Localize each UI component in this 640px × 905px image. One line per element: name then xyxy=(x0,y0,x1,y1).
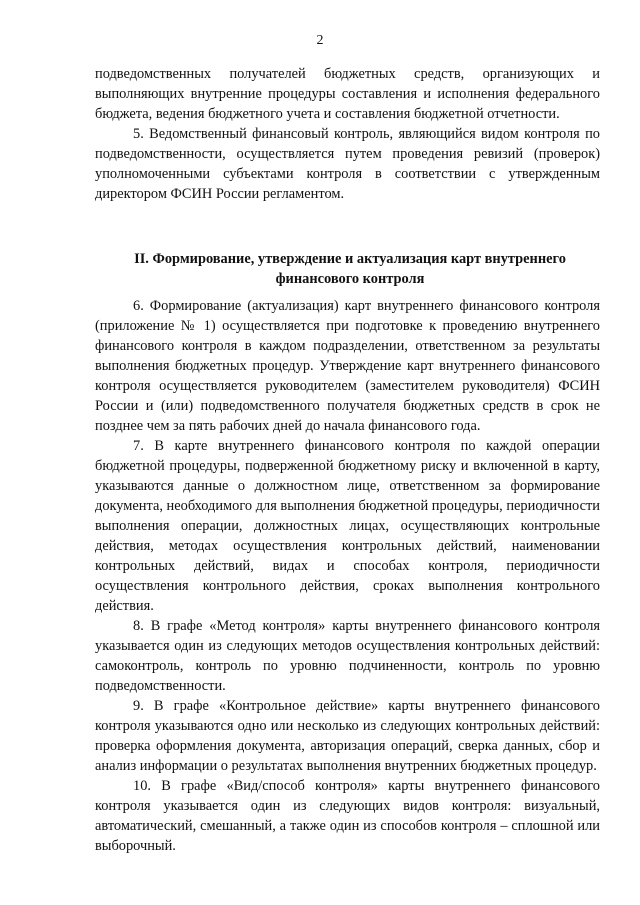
text-block-top xyxy=(95,64,600,204)
paragraph-7: 7. В карте внутреннего финансового контроля по каждой операции бюджетной процедуры, подверженной бюджетному риску и включенной в карту, указываются данные о должностном лице, ответственном за формирование документа, необходимого для выполнения бюджетной процедуры, периодичности выполнения операции, должностных лицах, осуществляющих контрольные действия, методах осуществления контрольных действий, наименовании контрольных действий, видах и способах контроля, периодичности осуществления контрольного действия, сроках выполнения контрольного действия. xyxy=(95,438,600,614)
paragraph-6: 6. Формирование (актуализация) карт внутреннего финансового контроля (приложение № 1) осуществляется при подготовке к проведению внутреннего финансового контроля в каждом подразделении, ответственном за результаты выполнения бюджетных процедур. Утверждение карт внутреннего финансового контроля осуществляется руководителем (заместителем руководителя) ФСИН России и (или) подведомственного получателя бюджетных средств в срок не позднее чем за пять рабочих дней до начала финансового года. xyxy=(95,298,600,434)
page-number: 2 xyxy=(316,33,324,48)
paragraph-5: 5. Ведомственный финансовый контроль, являющийся видом контроля по подведомственности, осуществляется путем проведения ревизий (проверок) уполномоченными субъектами контроля в соответствии с утвержденным директором ФСИН России регламентом. xyxy=(95,126,600,202)
paragraph-9: 9. В графе «Контрольное действие» карты внутреннего финансового контроля указываются одно или несколько из следующих контрольных действий: проверка оформления документа, авторизация операций, сверка данных, сбор и анализ информации о результатах выполнения внутренних бюджетных процедур. xyxy=(95,698,600,774)
paragraph-continuation: подведомственных получателей бюджетных средств, организующих и выполняющих внутренние процедуры составления и исполнения федерального бюджета, ведения бюджетного учета и составления бюджетной отчетности. xyxy=(95,66,600,122)
text-block-main xyxy=(95,296,600,856)
paragraph-10: 10. В графе «Вид/способ контроля» карты внутреннего финансового контроля указывается один из следующих видов контроля: визуальный, автоматический, смешанный, а также один из способов контроля – сплошной или выборочный. xyxy=(95,778,600,854)
section-heading: II. Формирование, утверждение и актуализация карт внутреннего финансового контроля xyxy=(134,251,566,287)
paragraph-8: 8. В графе «Метод контроля» карты внутреннего финансового контроля указывается один из следующих методов осуществления контрольных действий: самоконтроль, контроль по уровню подчиненности, контроль по уровню подведомственности. xyxy=(95,618,600,694)
